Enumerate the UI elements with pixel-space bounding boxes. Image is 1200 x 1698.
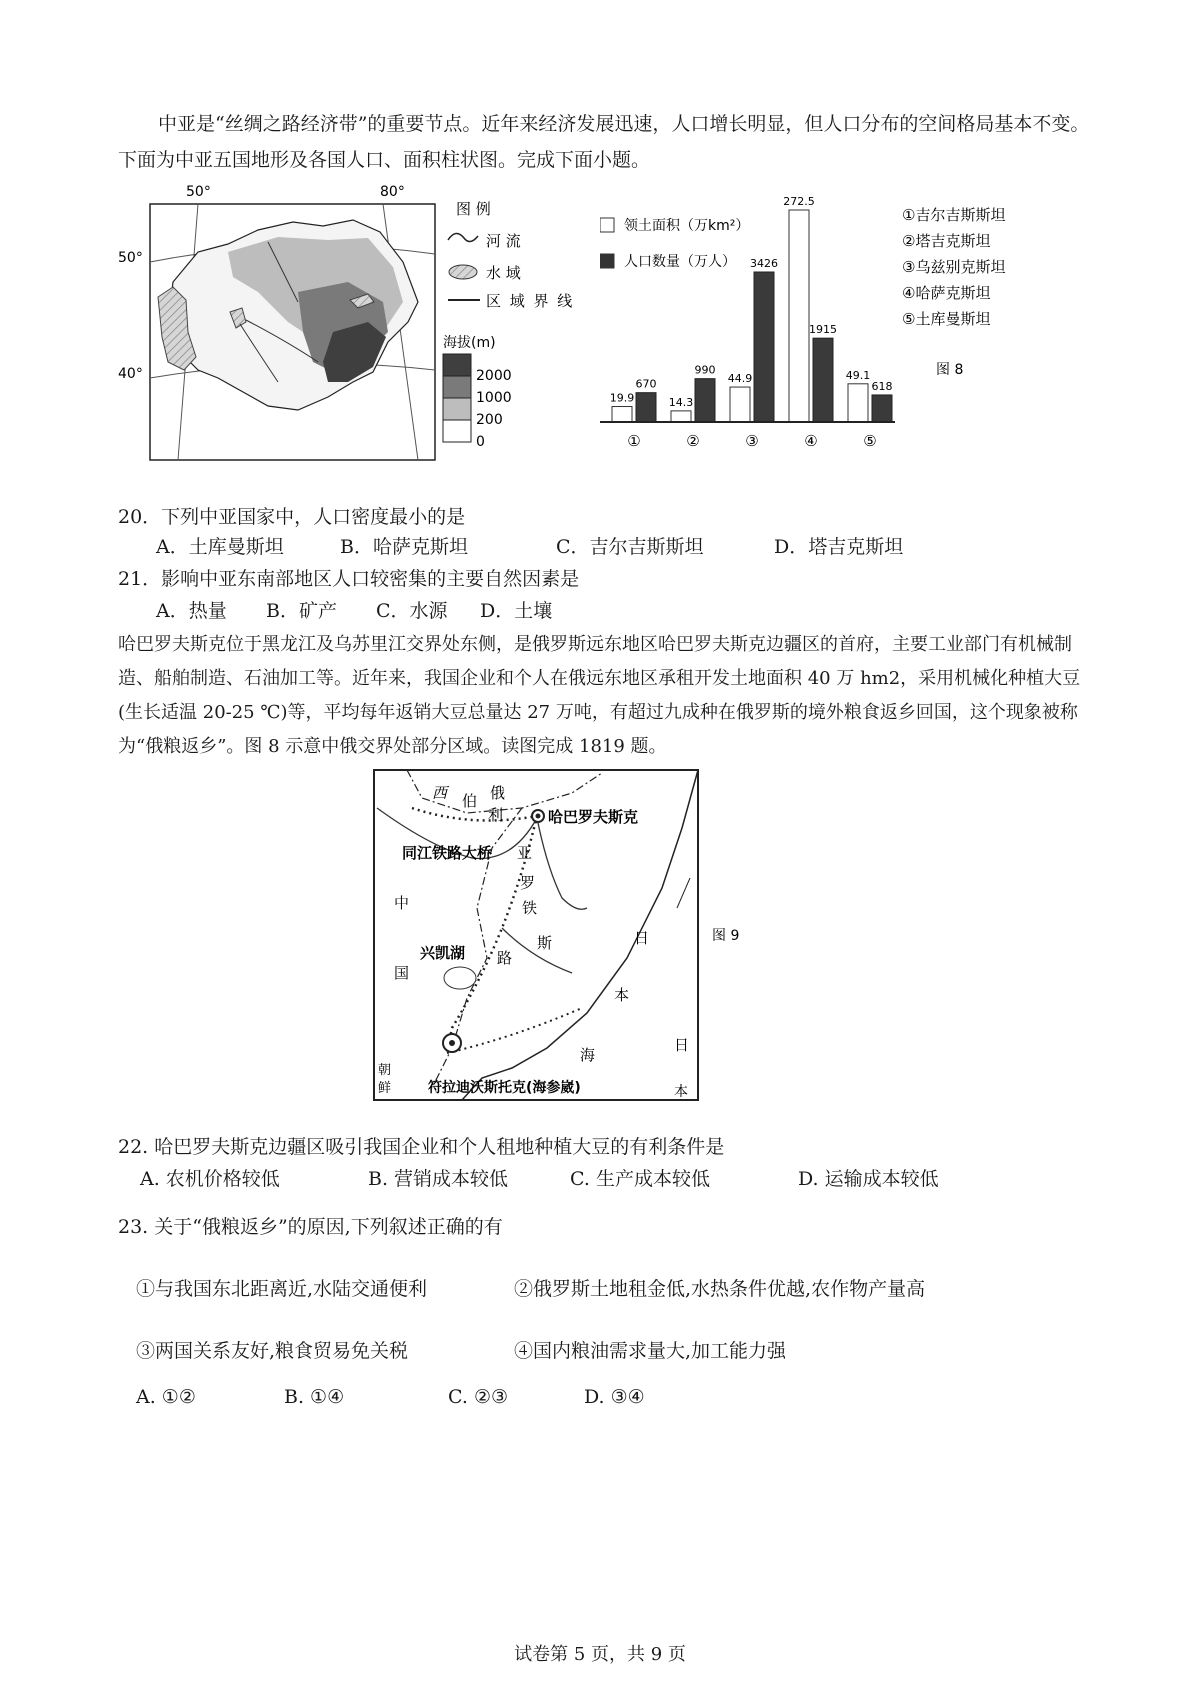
label-pop-2: 990: [694, 363, 716, 377]
bar-area-4: [789, 210, 809, 422]
category-label-4: ④: [804, 432, 818, 450]
q22-option-d[interactable]: D. 运输成本较低: [798, 1168, 939, 1190]
lon-label-50: 50°: [186, 184, 211, 200]
lat-label-50: 50°: [118, 250, 143, 266]
category-label-1: ①: [627, 432, 641, 450]
label-korea-1: 朝: [378, 1063, 392, 1078]
label-korea-2: 鲜: [378, 1081, 392, 1096]
label-zhong: 中: [394, 894, 410, 912]
bar-pop-2: [695, 379, 715, 422]
page-footer: 试卷第 5 页，共 9 页: [514, 1644, 686, 1665]
label-area-1: 19.9: [609, 391, 635, 405]
elev-1000: 1000: [476, 390, 512, 406]
label-ri: 日: [634, 929, 650, 947]
label-pop-5: 618: [871, 379, 893, 393]
q23-statement-4: ④国内粮油需求量大,加工能力强: [514, 1340, 787, 1362]
label-pop-3: 3426: [750, 257, 778, 270]
q20-option-a[interactable]: A．土库曼斯坦: [156, 536, 284, 558]
label-area-2: 14.3: [668, 395, 694, 409]
q23-statement-2: ②俄罗斯土地租金低,水热条件优越,农作物产量高: [514, 1278, 926, 1300]
bar-pop-5: [872, 395, 892, 422]
legend-pop-swatch: [600, 254, 614, 268]
bar-pop-3: [754, 272, 774, 422]
q20-option-b[interactable]: B．哈萨克斯坦: [340, 536, 468, 558]
q23-statement-1: ①与我国东北距离近,水陆交通便利: [136, 1278, 428, 1300]
label-khanka-lake: 兴凯湖: [420, 944, 466, 962]
category-label-2: ②: [686, 432, 700, 450]
legend-pop-label: 人口数量（万人）: [624, 254, 736, 270]
label-ben-2: 本: [674, 1084, 688, 1100]
intro-paragraph-2: 哈巴罗夫斯克位于黑龙江及乌苏里江交界处东侧，是俄罗斯远东地区哈巴罗夫斯克边疆区的首府，主要工业部门有机械制造、船舶制造、石油加工等。近年来，我国企业和个人在俄远东地区承租开发土地面积 40 万 hm2，采用机械化种植大豆(生长适温 20-25 ℃)等，平均每年返销大豆总量达 27 万吨，有超过九成种在俄罗斯的境外粮食返乡回国，这个现象被称为“俄粮返乡”。图 8 示意中俄交界处部分区域。读图完成 1819 题。: [118, 634, 1081, 757]
bar-area-1: [612, 407, 632, 422]
q20-option-c[interactable]: C．吉尔吉斯斯坦: [556, 536, 704, 558]
water-legend-icon: [449, 265, 477, 279]
country-key-2: ②塔吉克斯坦: [902, 232, 991, 250]
q22-option-c[interactable]: C. 生产成本较低: [570, 1168, 710, 1190]
intro-paragraph-1: 中亚是“丝绸之路经济带”的重要节点。近年来经济发展迅速，人口增长明显，但人口分布的空间格局基本不变。下面为中亚五国地形及各国人口、面积柱状图。完成下面小题。: [118, 113, 1090, 171]
country-key-1: ①吉尔吉斯斯坦: [902, 206, 1006, 224]
elev-2000: 2000: [476, 368, 512, 384]
legend-river: 河 流: [486, 232, 521, 250]
q23-option-b[interactable]: B. ①④: [284, 1386, 345, 1408]
q21-option-d[interactable]: D．土壤: [480, 600, 553, 622]
elev-200: 200: [476, 412, 503, 428]
q23-stem: 23. 关于“俄粮返乡”的原因,下列叙述正确的有: [118, 1216, 503, 1238]
q21-option-c[interactable]: C．水源: [376, 600, 448, 622]
legend-boundary: 区 域 界 线: [486, 292, 575, 310]
q23-option-c[interactable]: C. ②③: [448, 1386, 509, 1408]
legend-area-swatch: [600, 218, 614, 232]
fig8-label: 图 8: [936, 362, 964, 378]
bar-area-3: [730, 387, 750, 422]
q21-option-a[interactable]: A．热量: [156, 600, 227, 622]
lat-label-40: 40°: [118, 366, 143, 382]
q23-statement-3: ③两国关系友好,粮食贸易免关税: [136, 1340, 409, 1362]
q22-option-a[interactable]: A. 农机价格较低: [140, 1168, 280, 1190]
label-area-4: 272.5: [783, 195, 815, 208]
label-ya: 亚: [517, 844, 533, 862]
lon-label-80: 80°: [380, 184, 405, 200]
label-tongjiang-bridge: 同江铁路大桥: [402, 844, 493, 862]
label-pop-1: 670: [635, 377, 657, 391]
label-bo: 伯: [462, 792, 478, 810]
label-li: 利: [488, 806, 504, 824]
legend-area-label: 领土面积（万km²）: [624, 218, 750, 234]
q20-stem: 20．下列中亚国家中，人口密度最小的是: [118, 506, 466, 528]
label-ben: 本: [614, 986, 630, 1004]
q22-stem: 22. 哈巴罗夫斯克边疆区吸引我国企业和个人租地种植大豆的有利条件是: [118, 1136, 725, 1158]
q21-stem: 21．影响中亚东南部地区人口较密集的主要自然因素是: [118, 568, 580, 590]
elevation-title: 海拔(m): [443, 335, 496, 351]
bar-area-5: [848, 384, 868, 422]
bar-area-2: [671, 411, 691, 422]
sino-russian-border-map: [372, 768, 752, 1114]
label-lu: 路: [497, 949, 513, 967]
q20-option-d[interactable]: D．塔吉克斯坦: [774, 536, 904, 558]
label-guo: 国: [394, 964, 410, 982]
label-tie: 铁: [522, 899, 538, 917]
label-vladivostok: 符拉迪沃斯托克(海参崴): [428, 1080, 581, 1096]
q21-option-b[interactable]: B．矿产: [266, 600, 337, 622]
label-area-3: 44.9: [727, 372, 753, 386]
fig9-label: 图 9: [712, 928, 740, 944]
river-legend-icon: [448, 233, 478, 241]
label-hai: 海: [580, 1046, 596, 1064]
population-area-chart: [600, 182, 1060, 482]
legend-title: 图 例: [456, 200, 491, 218]
country-key-5: ⑤土库曼斯坦: [902, 310, 991, 328]
label-ri-2: 日: [674, 1036, 690, 1054]
label-xi: 西: [432, 784, 448, 802]
q23-option-d[interactable]: D. ③④: [584, 1386, 645, 1408]
central-asia-map: [118, 182, 608, 486]
elev-0: 0: [476, 434, 485, 450]
bar-pop-4: [813, 338, 833, 422]
category-label-5: ⑤: [863, 432, 877, 450]
bar-pop-1: [636, 393, 656, 422]
legend-water: 水 域: [486, 264, 521, 282]
country-key-3: ③乌兹别克斯坦: [902, 258, 1006, 276]
label-luo: 罗: [520, 874, 536, 892]
label-si: 斯: [537, 934, 553, 952]
label-area-5: 49.1: [845, 368, 871, 382]
q22-option-b[interactable]: B. 营销成本较低: [368, 1168, 509, 1190]
label-khabarovsk: 哈巴罗夫斯克: [548, 808, 639, 826]
category-label-3: ③: [745, 432, 759, 450]
label-e: 俄: [490, 784, 506, 802]
country-key-4: ④哈萨克斯坦: [902, 284, 991, 302]
q23-option-a[interactable]: A. ①②: [136, 1386, 196, 1408]
label-pop-4: 1915: [809, 323, 837, 337]
